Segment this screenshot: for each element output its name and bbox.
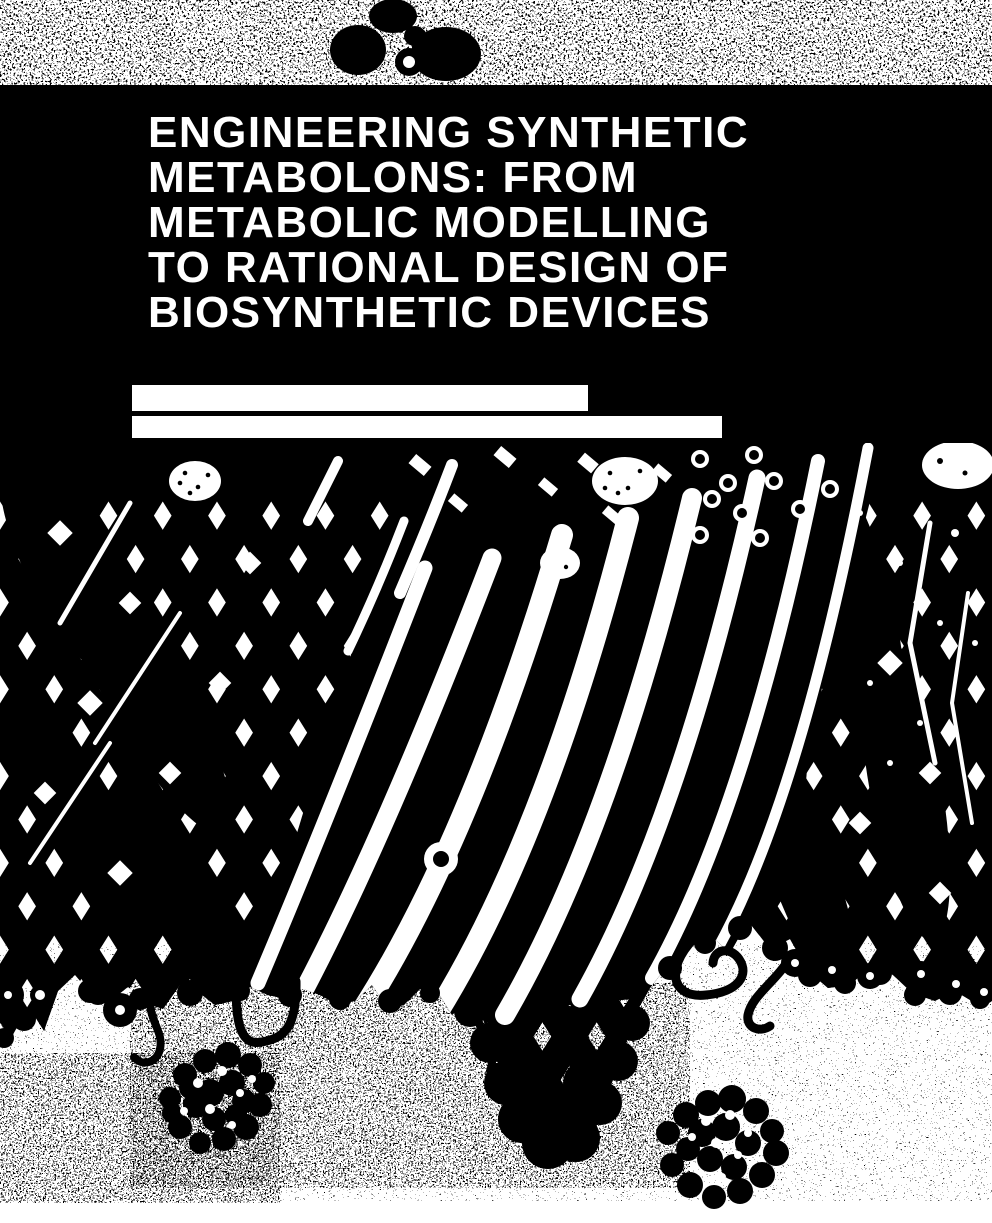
title-line: METABOLIC MODELLING [148, 198, 711, 247]
title-line: BIOSYNTHETIC DEVICES [148, 288, 711, 337]
title-line: TO RATIONAL DESIGN OF [148, 243, 730, 292]
title-banner [0, 85, 992, 443]
title-line: METABOLONS: FROM [148, 153, 639, 202]
cover-title [148, 110, 749, 335]
author-redaction-bar-2 [132, 416, 722, 438]
noise-speckle-texture [0, 0, 992, 85]
title-line: ENGINEERING SYNTHETIC [148, 108, 750, 157]
author-redaction-bar-1 [132, 385, 588, 411]
ring-strand [424, 842, 458, 876]
protein-illustration [0, 443, 992, 1223]
cover-top-noise-band [0, 0, 992, 85]
